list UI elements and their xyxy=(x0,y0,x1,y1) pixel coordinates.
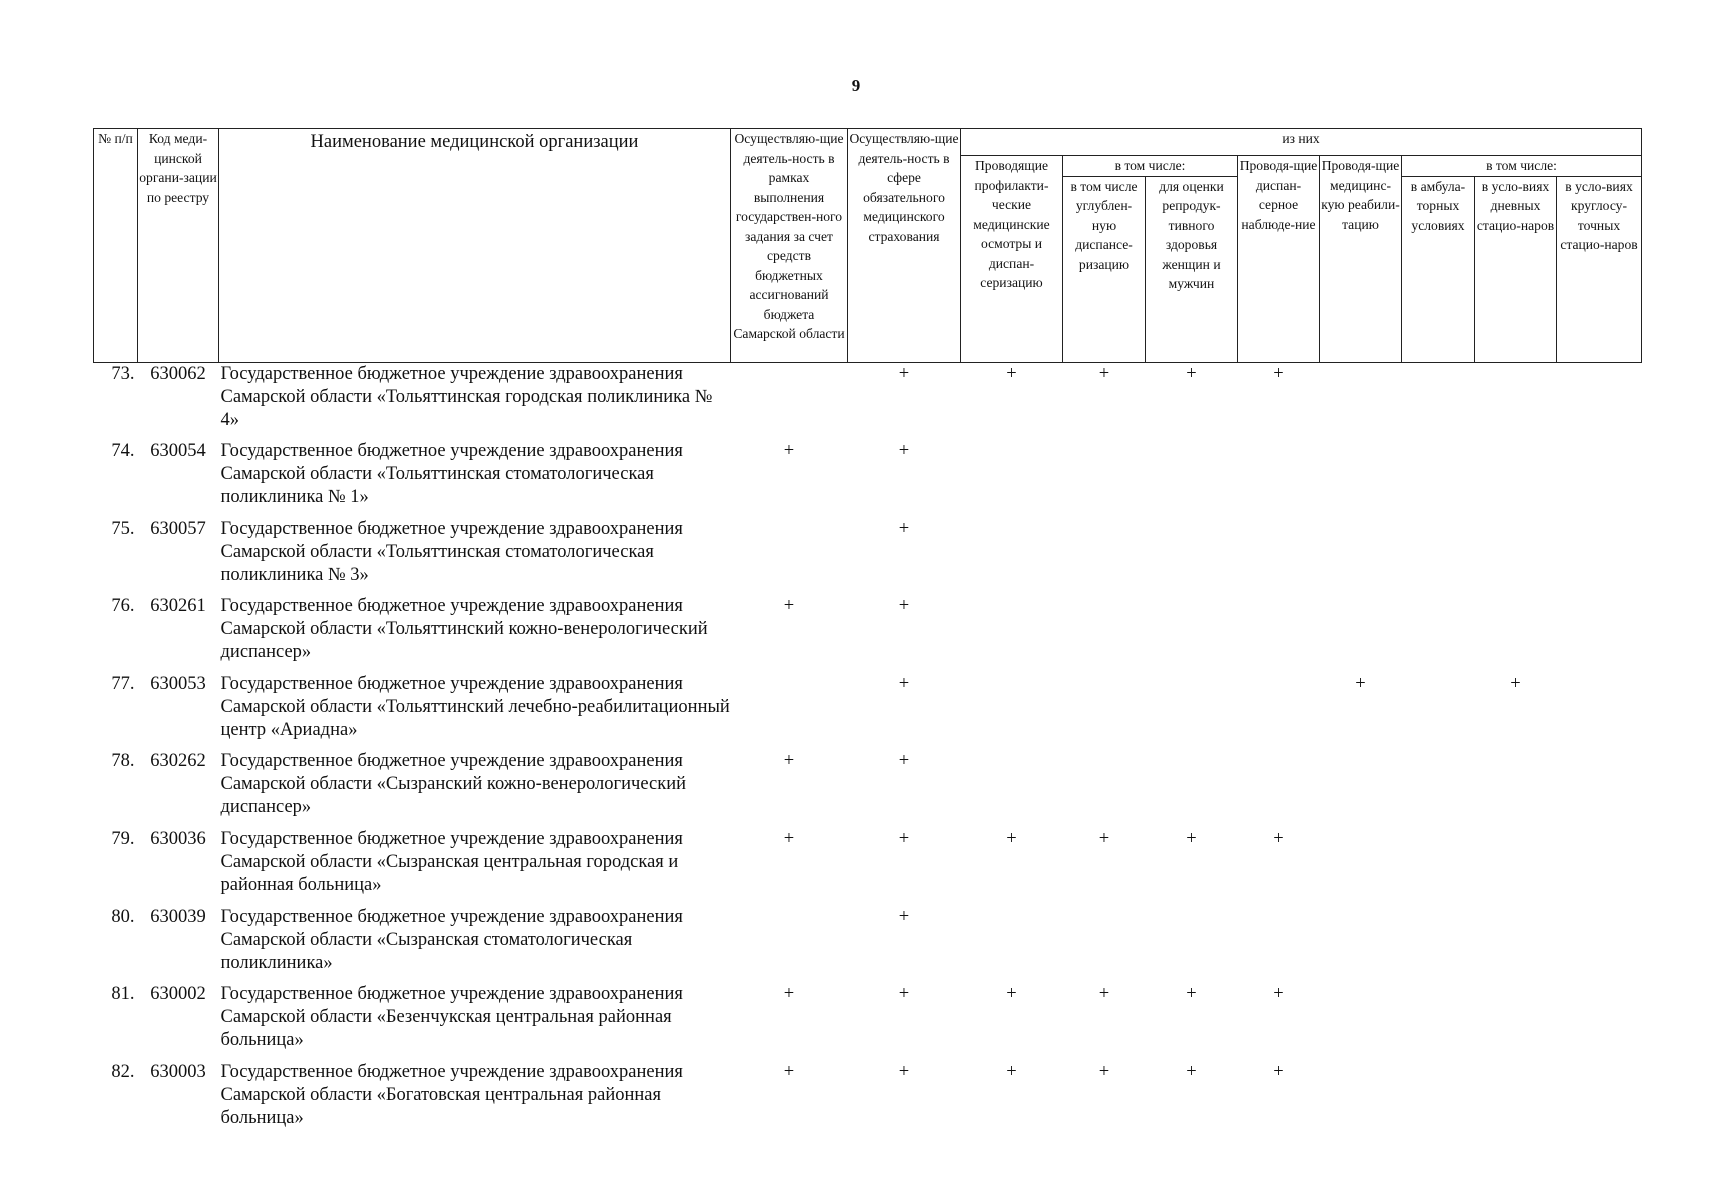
org-code: 630054 xyxy=(150,441,206,462)
mark-cell xyxy=(1238,518,1320,596)
mark-cell xyxy=(1557,362,1642,440)
mark-cell xyxy=(1063,673,1146,751)
org-name: Государственное бюджетное учреждение здравоохранения Самарской области «Тольяттинская городская поликлиника № 4» xyxy=(220,363,713,430)
row-number: 76. xyxy=(111,596,135,617)
org-name: Государственное бюджетное учреждение здравоохранения Самарской области «Безенчукская центральная районная больница» xyxy=(220,984,683,1051)
row-number: 74. xyxy=(111,441,135,462)
mark-cell xyxy=(731,518,848,596)
header-ambulatory: в амбула-торных условиях xyxy=(1402,176,1475,362)
mark-cell xyxy=(1320,983,1402,1061)
mark-cell: + xyxy=(783,751,795,772)
org-code: 630057 xyxy=(150,518,206,539)
mark-cell xyxy=(1475,440,1557,518)
mark-cell: + xyxy=(1006,1061,1017,1082)
mark-cell xyxy=(1402,362,1475,440)
mark-cell xyxy=(1320,518,1402,596)
mark-cell: + xyxy=(1273,829,1284,850)
mark-cell xyxy=(1475,828,1557,906)
header-of-them: из них xyxy=(961,129,1642,156)
mark-cell xyxy=(961,518,1063,596)
mark-cell: + xyxy=(898,518,910,539)
header-name: Наименование медицинской организации xyxy=(219,129,731,363)
mark-cell: + xyxy=(898,906,910,927)
mark-cell xyxy=(1063,518,1146,596)
mark-cell xyxy=(1063,595,1146,673)
mark-cell xyxy=(1402,1061,1475,1139)
mark-cell: + xyxy=(783,441,795,462)
mark-cell xyxy=(1146,673,1238,751)
mark-cell xyxy=(1557,906,1642,984)
row-number: 81. xyxy=(111,984,135,1005)
org-code: 630002 xyxy=(150,984,206,1005)
mark-cell: + xyxy=(898,441,910,462)
org-name: Государственное бюджетное учреждение здравоохранения Самарской области «Тольяттинская стоматологическая поликлиника № 3» xyxy=(220,518,683,585)
mark-cell xyxy=(1238,595,1320,673)
org-name: Государственное бюджетное учреждение здравоохранения Самарской области «Тольяттинский лечебно-реабилитационный центр «Ариадна» xyxy=(220,673,730,740)
mark-cell xyxy=(1146,750,1238,828)
mark-cell xyxy=(1146,595,1238,673)
mark-cell xyxy=(1320,906,1402,984)
table-row xyxy=(94,828,1642,906)
organizations-table xyxy=(93,128,1642,1138)
table-row xyxy=(94,983,1642,1061)
header-including-2: в том числе: xyxy=(1402,156,1642,177)
mark-cell xyxy=(1146,906,1238,984)
mark-cell xyxy=(1402,595,1475,673)
mark-cell: + xyxy=(1510,673,1521,694)
mark-cell: + xyxy=(898,363,910,384)
mark-cell xyxy=(1557,440,1642,518)
header-preventive: Проводящие профилакти-ческие медицинские осмотры и диспан-серизацию xyxy=(961,156,1063,363)
mark-cell xyxy=(1402,673,1475,751)
org-name: Государственное бюджетное учреждение здравоохранения Самарской области «Сызранский кожно-венерологический диспансер» xyxy=(220,751,686,818)
table-header xyxy=(94,129,1642,363)
mark-cell xyxy=(1402,906,1475,984)
row-number: 82. xyxy=(111,1061,135,1082)
header-dispensary: Проводя-щие диспан-серное наблюде-ние xyxy=(1238,156,1320,363)
row-number: 73. xyxy=(111,363,135,384)
mark-cell xyxy=(961,595,1063,673)
mark-cell xyxy=(1238,750,1320,828)
header-rehabilitation: Проводя-щие медицинс-кую реабили-тацию xyxy=(1320,156,1402,363)
org-code: 630262 xyxy=(150,751,206,772)
table-row xyxy=(94,595,1642,673)
mark-cell xyxy=(1475,906,1557,984)
mark-cell: + xyxy=(1006,829,1017,850)
mark-cell xyxy=(1320,362,1402,440)
mark-cell xyxy=(1238,440,1320,518)
mark-cell: + xyxy=(898,673,910,694)
mark-cell: + xyxy=(898,751,910,772)
mark-cell xyxy=(1557,595,1642,673)
mark-cell xyxy=(1063,906,1146,984)
mark-cell: + xyxy=(1006,363,1017,384)
org-name: Государственное бюджетное учреждение здравоохранения Самарской области «Сызранская стоматологическая поликлиника» xyxy=(220,906,683,973)
mark-cell: + xyxy=(898,596,910,617)
table-row xyxy=(94,440,1642,518)
mark-cell xyxy=(1146,440,1238,518)
mark-cell: + xyxy=(783,984,795,1005)
mark-cell: + xyxy=(1098,984,1110,1005)
mark-cell: + xyxy=(898,1061,910,1082)
mark-cell xyxy=(961,673,1063,751)
mark-cell: + xyxy=(1098,363,1110,384)
mark-cell xyxy=(1475,362,1557,440)
org-code: 630036 xyxy=(150,829,206,850)
header-reproductive: для оценки репродук-тивного здоровья женщин и мужчин xyxy=(1146,176,1238,362)
header-state-task: Осуществляю-щие деятель-ность в рамках выполнения государствен-ного задания за счет средств бюджетных ассигнований бюджета Самарской области xyxy=(731,129,848,363)
mark-cell xyxy=(1557,750,1642,828)
mark-cell: + xyxy=(783,596,795,617)
mark-cell xyxy=(1557,673,1642,751)
mark-cell: + xyxy=(1273,1061,1284,1082)
mark-cell: + xyxy=(1273,363,1284,384)
table-row xyxy=(94,362,1642,440)
mark-cell xyxy=(1238,673,1320,751)
mark-cell: + xyxy=(1186,984,1197,1005)
header-num: № п/п xyxy=(94,129,138,363)
mark-cell xyxy=(1557,983,1642,1061)
mark-cell: + xyxy=(1098,1061,1110,1082)
mark-cell xyxy=(961,750,1063,828)
table-row xyxy=(94,750,1642,828)
mark-cell: + xyxy=(1098,829,1110,850)
mark-cell xyxy=(1557,1061,1642,1139)
header-code: Код меди-цинской органи-зации по реестру xyxy=(138,129,219,363)
org-code: 630053 xyxy=(150,673,206,694)
header-day-hospital: в усло-виях дневных стацио-наров xyxy=(1475,176,1557,362)
mark-cell: + xyxy=(783,1061,795,1082)
mark-cell xyxy=(1063,750,1146,828)
mark-cell xyxy=(1146,518,1238,596)
org-name: Государственное бюджетное учреждение здравоохранения Самарской области «Тольяттинский кожно-венерологический диспансер» xyxy=(220,596,708,663)
mark-cell xyxy=(1238,906,1320,984)
table-row xyxy=(94,1061,1642,1139)
header-round-clock-hospital: в усло-виях круглосу-точных стацио-наров xyxy=(1557,176,1642,362)
mark-cell xyxy=(961,906,1063,984)
mark-cell xyxy=(1402,440,1475,518)
mark-cell xyxy=(1063,440,1146,518)
mark-cell: + xyxy=(1186,1061,1197,1082)
org-name: Государственное бюджетное учреждение здравоохранения Самарской области «Сызранская центральная городская и районная больница» xyxy=(220,829,683,896)
mark-cell: + xyxy=(898,829,910,850)
row-number: 77. xyxy=(111,673,135,694)
mark-cell xyxy=(1475,1061,1557,1139)
header-including-1: в том числе: xyxy=(1063,156,1238,177)
row-number: 75. xyxy=(111,518,135,539)
org-name: Государственное бюджетное учреждение здравоохранения Самарской области «Тольяттинская стоматологическая поликлиника № 1» xyxy=(220,441,683,508)
mark-cell xyxy=(1475,595,1557,673)
mark-cell xyxy=(1557,828,1642,906)
mark-cell xyxy=(1402,828,1475,906)
org-code: 630261 xyxy=(150,596,206,617)
org-name: Государственное бюджетное учреждение здравоохранения Самарской области «Богатовская центральная районная больница» xyxy=(220,1061,683,1128)
mark-cell xyxy=(1320,1061,1402,1139)
mark-cell xyxy=(731,673,848,751)
row-number: 80. xyxy=(111,906,135,927)
org-code: 630039 xyxy=(150,906,206,927)
mark-cell: + xyxy=(783,829,795,850)
mark-cell: + xyxy=(1355,673,1366,694)
mark-cell xyxy=(1475,518,1557,596)
mark-cell xyxy=(1320,828,1402,906)
table-row xyxy=(94,518,1642,596)
mark-cell xyxy=(731,906,848,984)
mark-cell xyxy=(1402,983,1475,1061)
mark-cell xyxy=(1475,750,1557,828)
mark-cell xyxy=(1320,440,1402,518)
mark-cell: + xyxy=(898,984,910,1005)
mark-cell: + xyxy=(1273,984,1284,1005)
mark-cell xyxy=(1320,750,1402,828)
row-number: 78. xyxy=(111,751,135,772)
row-number: 79. xyxy=(111,829,135,850)
header-oms: Осуществляю-щие деятель-ность в сфере обязательного медицинского страхования xyxy=(848,129,961,363)
org-code: 630003 xyxy=(150,1061,206,1082)
mark-cell: + xyxy=(1006,984,1017,1005)
mark-cell: + xyxy=(1186,363,1197,384)
mark-cell xyxy=(1402,518,1475,596)
mark-cell xyxy=(961,440,1063,518)
table-body xyxy=(94,362,1642,1138)
page-number: 9 xyxy=(851,76,861,95)
table-row xyxy=(94,673,1642,751)
mark-cell xyxy=(731,362,848,440)
mark-cell xyxy=(1320,595,1402,673)
mark-cell xyxy=(1557,518,1642,596)
org-code: 630062 xyxy=(150,363,206,384)
mark-cell: + xyxy=(1186,829,1197,850)
mark-cell xyxy=(1402,750,1475,828)
table-row xyxy=(94,906,1642,984)
mark-cell xyxy=(1475,983,1557,1061)
header-deep-dispensarization: в том числе углублен-ную диспансе-ризацию xyxy=(1063,176,1146,362)
